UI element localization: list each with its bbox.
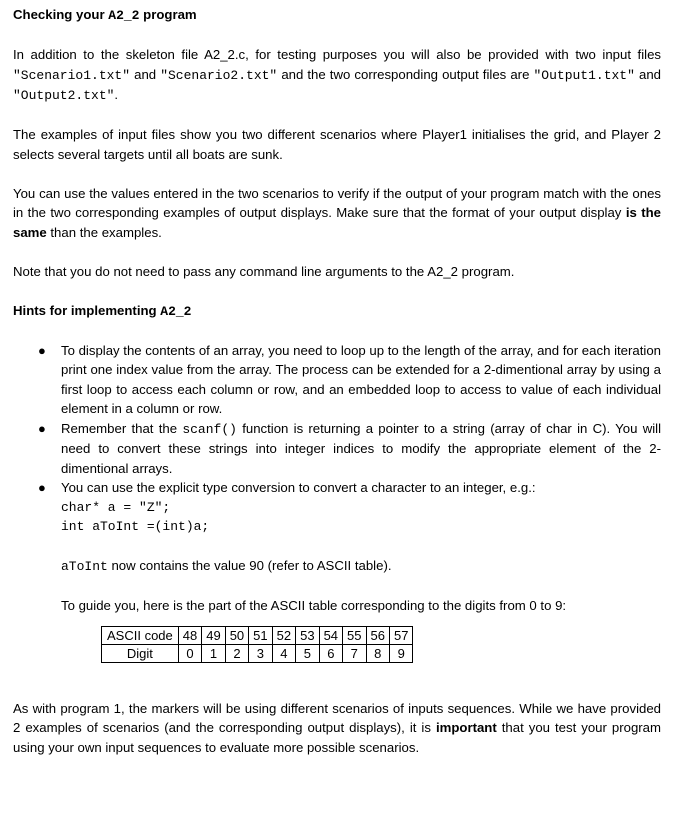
bullet-icon: ● bbox=[38, 480, 46, 495]
table-cell: 56 bbox=[366, 626, 389, 644]
list-item: ● You can use the explicit type conversion to convert a character to an integer, e.g.: char* a = "Z"; int aToInt =(int)a; aToInt now contains the value 90 (refer to ASCII table). To guide you, here is the part of the ASCII table corresponding to the digits from 0 to 9: bbox=[61, 478, 661, 616]
paragraph-verify: You can use the values entered in the two scenarios to verify if the output of your program match with the ones in the two corresponding examples of output displays. Make sure that the format of your output display is the same than the examples. bbox=[13, 185, 661, 240]
bullet-icon: ● bbox=[38, 420, 46, 436]
table-cell: Digit bbox=[102, 644, 179, 662]
hints-list bbox=[13, 341, 661, 616]
table-cell: 53 bbox=[296, 626, 319, 644]
table-cell: 5 bbox=[296, 644, 319, 662]
code-line-1: char* a = "Z"; bbox=[61, 499, 171, 515]
table-cell: 3 bbox=[249, 644, 272, 662]
table-cell: 50 bbox=[225, 626, 248, 644]
table-cell: 48 bbox=[178, 626, 201, 644]
table-row bbox=[102, 626, 413, 644]
paragraph-files: In addition to the skeleton file A2_2.c, for testing purposes you will also be provided with two input files "Scenario1.txt" and "Scenario2.txt" and the two corresponding output files are "Output1.txt" and "Output2.txt". bbox=[13, 47, 661, 103]
table-cell: 52 bbox=[272, 626, 295, 644]
table-cell: 6 bbox=[319, 644, 342, 662]
table-row bbox=[102, 644, 413, 662]
table-cell: 0 bbox=[178, 644, 201, 662]
table-cell: 2 bbox=[225, 644, 248, 662]
table-cell: 55 bbox=[343, 626, 366, 644]
paragraph-markers: As with program 1, the markers will be using different scenarios of inputs sequences. While we have provided 2 examples of scenarios (and the corresponding output displays), it is important that you test your program using your own input sequences to evaluate more possible scenarios. bbox=[13, 700, 661, 755]
table-cell: ASCII code bbox=[102, 626, 179, 644]
table-cell: 1 bbox=[202, 644, 225, 662]
paragraph-scenarios: The examples of input files show you two different scenarios where Player1 initialises the grid, and Player 2 selects several targets until all boats are sunk. bbox=[13, 127, 661, 162]
section-heading-checking: Checking your A2_2 program bbox=[13, 7, 197, 23]
paragraph-note: Note that you do not need to pass any command line arguments to the A2_2 program. bbox=[13, 263, 515, 279]
table-cell: 4 bbox=[272, 644, 295, 662]
section-heading-hints: Hints for implementing A2_2 bbox=[13, 302, 192, 319]
table-cell: 49 bbox=[202, 626, 225, 644]
list-item: ● Remember that the scanf() function is returning a pointer to a string (array of char in C). You will need to convert these strings into integer indices to modify the appropriate element of the 2-dimentional arrays. bbox=[38, 420, 662, 476]
ascii-note: aToInt now contains the value 90 (refer to ASCII table). bbox=[61, 558, 392, 574]
table-cell: 9 bbox=[389, 644, 412, 662]
list-item: ● To display the contents of an array, you need to loop up to the length of the array, and for each iteration print one index value from the array. The process can be extended for a 2-dimentional array by using a first loop to access each column or row, and an embedded loop to access to value of each individual element in a column or row. bbox=[38, 342, 661, 416]
table-cell: 51 bbox=[249, 626, 272, 644]
table-cell: 8 bbox=[366, 644, 389, 662]
table-cell: 7 bbox=[343, 644, 366, 662]
table-cell: 57 bbox=[389, 626, 412, 644]
code-line-2: int aToInt =(int)a; bbox=[61, 519, 210, 534]
guide-text: To guide you, here is the part of the ASCII table corresponding to the digits from 0 to 9: bbox=[61, 598, 567, 613]
ascii-table bbox=[101, 626, 413, 663]
bullet-icon: ● bbox=[38, 342, 46, 358]
table-cell: 54 bbox=[319, 626, 342, 644]
